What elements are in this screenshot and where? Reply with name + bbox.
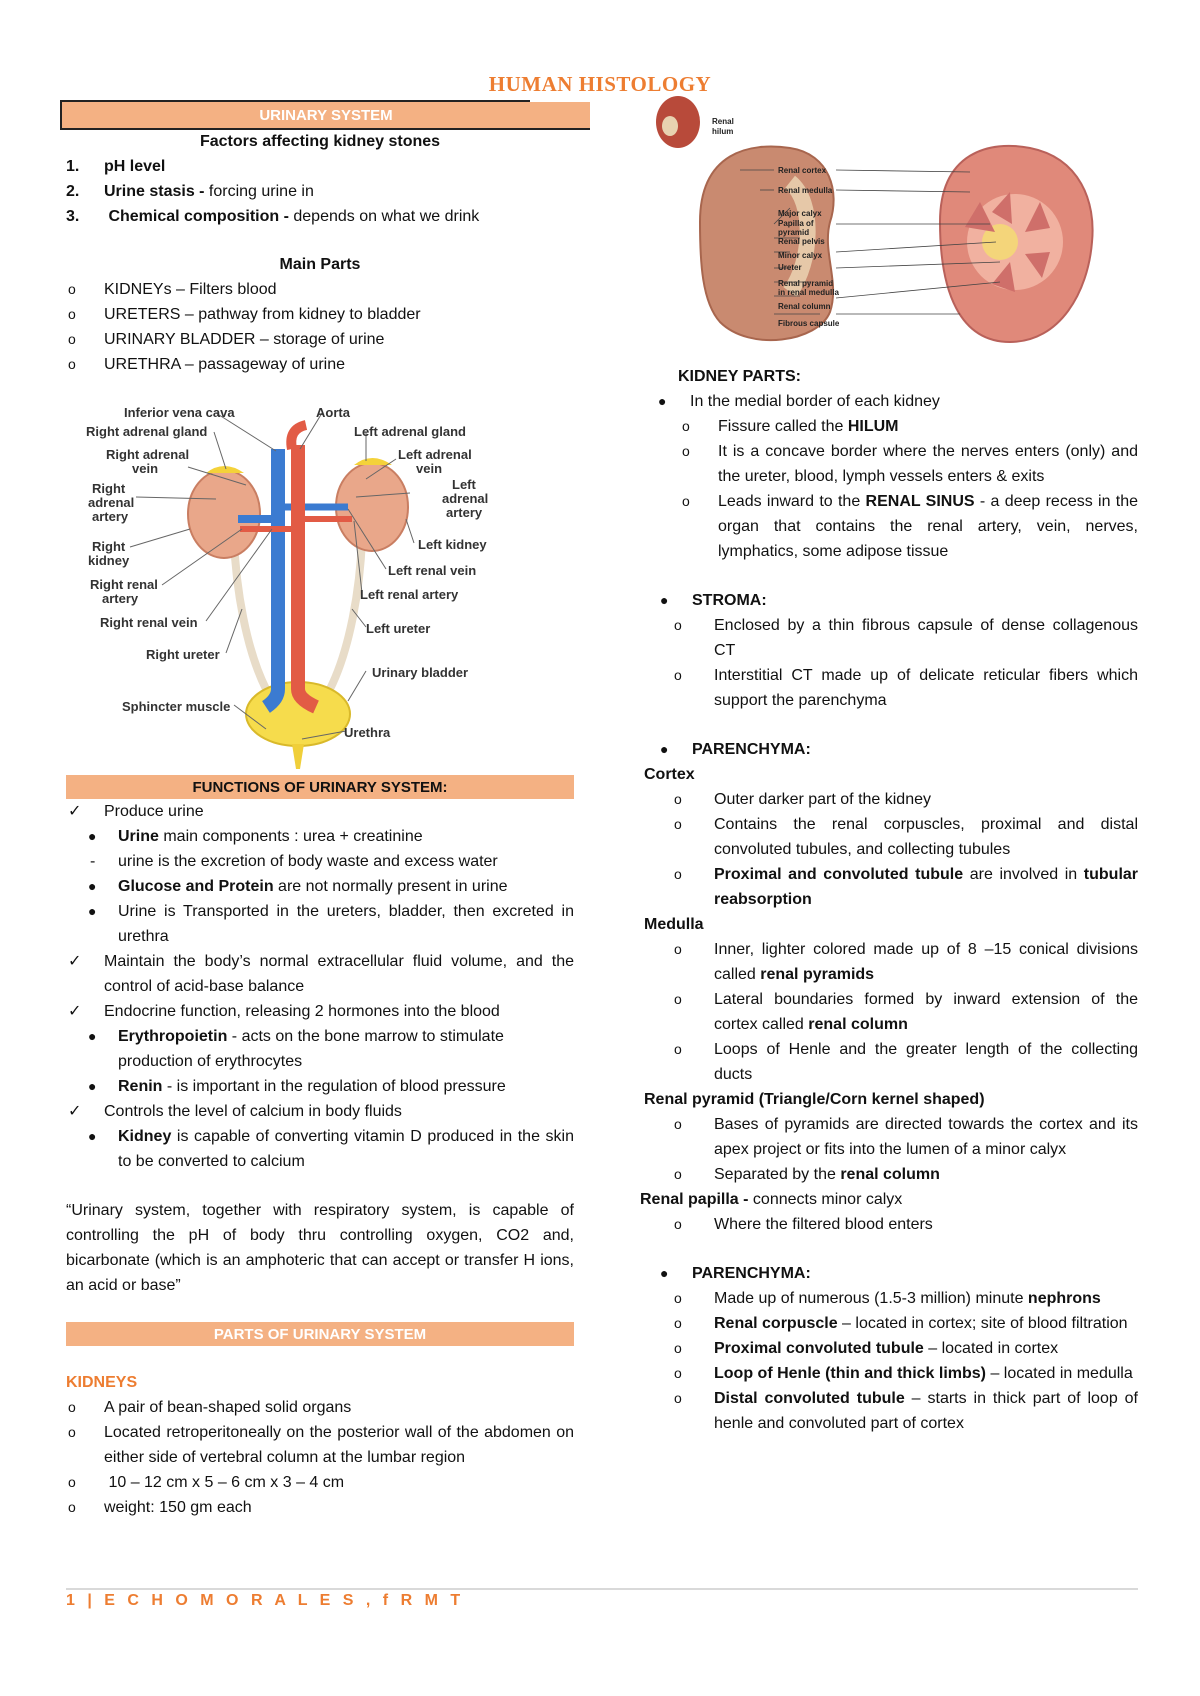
label-right-adrenal-vein: Right adrenal bbox=[106, 447, 190, 462]
label-sphincter-muscle: Sphincter muscle bbox=[122, 699, 231, 714]
function-subitem: ● Kidney is capable of converting vitamin D produced in the skin to be converted to calcium bbox=[88, 1128, 574, 1170]
nephron-item: o Distal convoluted tubule – starts in thick part of loop of henle and convoluted part of cortex bbox=[674, 1390, 1138, 1432]
cortex-item: o Proximal and convoluted tubule are involved in tubular reabsorption bbox=[674, 866, 1139, 908]
renal-papilla-heading: Renal papilla - connects minor calyx bbox=[640, 1191, 903, 1208]
label-right-ureter: Right ureter bbox=[146, 647, 220, 662]
label-inferior-vena-cava: Inferior vena cava bbox=[124, 405, 235, 420]
label-right-adrenal-vein: vein bbox=[132, 461, 159, 476]
label-left-renal-artery: Left renal artery bbox=[360, 587, 459, 602]
label-right-adrenal-artery: adrenal bbox=[88, 495, 135, 510]
label-papilla: pyramid bbox=[778, 228, 810, 237]
main-part-item: o URETERS – pathway from kidney to bladder bbox=[68, 306, 421, 323]
label-left-ureter: Left ureter bbox=[366, 621, 431, 636]
renal-papilla-item: o Where the filtered blood enters bbox=[674, 1216, 933, 1233]
cortex-heading: Cortex bbox=[644, 766, 695, 783]
quote-paragraph: “Urinary system, together with respiratory system, is capable of controlling the pH of body thru controlling oxygen, CO2 and, bicarbonate (which is an amphoteric that can accept or transfer H ions, an acid or base” bbox=[66, 1202, 574, 1294]
label-right-adrenal-gland: Right adrenal gland bbox=[86, 424, 208, 439]
parenchyma2-heading: ● PARENCHYMA: bbox=[660, 1265, 811, 1282]
factor-item-2: 2. Urine stasis - forcing urine in bbox=[66, 183, 314, 200]
cortex-item: o Outer darker part of the kidney bbox=[674, 791, 931, 808]
label-major-calyx: Major calyx bbox=[778, 209, 822, 218]
kidney-section-figure bbox=[640, 92, 1138, 358]
renal-pyramid-heading: Renal pyramid (Triangle/Corn kernel shaped) bbox=[644, 1091, 985, 1108]
label-left-renal-vein: Left renal vein bbox=[388, 563, 477, 578]
factor-item-3: 3. Chemical composition - depends on what we drink bbox=[66, 208, 480, 225]
kidney-parts-subitem: o It is a concave border where the nerves enters (only) and the ureter, blood, lymph vessels enters & exits bbox=[682, 443, 1138, 485]
function-subitem: ● Urine main components : urea + creatinine bbox=[88, 828, 423, 845]
stroma-heading: ● STROMA: bbox=[660, 592, 767, 609]
medulla-item: o Inner, lighter colored made up of 8 –15 conical divisions called renal pyramids bbox=[674, 941, 1138, 983]
label-right-adrenal-artery: artery bbox=[92, 509, 129, 524]
label-renal-pyramid: Renal pyramid bbox=[778, 279, 834, 288]
label-renal-column: Renal column bbox=[778, 302, 831, 311]
medulla-item: o Loops of Henle and the greater length of the collecting ducts bbox=[674, 1041, 1138, 1083]
label-right-renal-vein: Right renal vein bbox=[100, 615, 198, 630]
function-item: ✓ Controls the level of calcium in body fluids bbox=[68, 1103, 402, 1120]
urinary-system-banner: URINARY SYSTEM bbox=[60, 100, 590, 130]
label-renal-cortex: Renal cortex bbox=[778, 166, 827, 175]
nephron-item: o Made up of numerous (1.5-3 million) minute nephrons bbox=[674, 1290, 1101, 1307]
main-part-item: o URINARY BLADDER – storage of urine bbox=[68, 331, 385, 348]
label-renal-pyramid: in renal medulla bbox=[778, 288, 839, 297]
right-column bbox=[640, 92, 1138, 1436]
label-urinary-bladder: Urinary bladder bbox=[372, 665, 469, 680]
main-part-item: o URETHRA – passageway of urine bbox=[68, 356, 345, 373]
label-fibrous-capsule: Fibrous capsule bbox=[778, 319, 840, 328]
kidney-item: o 10 – 12 cm x 5 – 6 cm x 3 – 4 cm bbox=[68, 1474, 345, 1491]
label-left-adrenal-gland: Left adrenal gland bbox=[354, 424, 466, 439]
kidney-item: o Located retroperitoneally on the posterior wall of the abdomen on either side of vertebral column at the lumbar region bbox=[68, 1424, 574, 1466]
label-renal-hilum: Renal bbox=[712, 117, 734, 126]
cortex-item: o Contains the renal corpuscles, proximal and distal convoluted tubules, and collecting tubules bbox=[674, 816, 1138, 858]
kidneys-heading: KIDNEYS bbox=[66, 1374, 138, 1391]
label-minor-calyx: Minor calyx bbox=[778, 251, 823, 260]
nephron-item: o Loop of Henle (thin and thick limbs) – located in medulla bbox=[674, 1365, 1133, 1382]
urinary-system-diagram bbox=[66, 389, 574, 769]
label-right-kidney: Right bbox=[92, 539, 126, 554]
label-left-adrenal-artery: adrenal bbox=[442, 491, 489, 506]
parenchyma-heading: ● PARENCHYMA: bbox=[660, 741, 811, 758]
nephron-item: o Proximal convoluted tubule – located in cortex bbox=[674, 1340, 1059, 1357]
kidney-item: o A pair of bean-shaped solid organs bbox=[68, 1399, 352, 1416]
function-item: ✓ Maintain the body’s normal extracellular fluid volume, and the control of acid-base balance bbox=[68, 953, 574, 995]
label-ureter: Ureter bbox=[778, 263, 802, 272]
renal-pyramid-item: o Separated by the renal column bbox=[674, 1166, 940, 1183]
renal-pyramid-item: o Bases of pyramids are directed towards the cortex and its apex project or fits into the lumen of a minor calyx bbox=[674, 1116, 1138, 1158]
label-renal-medulla: Renal medulla bbox=[778, 186, 833, 195]
functions-heading: FUNCTIONS OF URINARY SYSTEM: bbox=[66, 775, 574, 799]
medulla-item: o Lateral boundaries formed by inward extension of the cortex called renal column bbox=[674, 991, 1138, 1033]
function-subitem: ● Glucose and Protein are not normally present in urine bbox=[88, 878, 508, 895]
label-left-adrenal-artery: artery bbox=[446, 505, 483, 520]
stroma-item: o Enclosed by a thin fibrous capsule of dense collagenous CT bbox=[674, 617, 1138, 659]
factors-title: Factors affecting kidney stones bbox=[199, 133, 441, 150]
kidney-parts-subitem: o Fissure called the HILUM bbox=[682, 418, 899, 435]
main-part-item: o KIDNEYs – Filters blood bbox=[68, 281, 277, 298]
kidney-parts-item: ● In the medial border of each kidney bbox=[658, 393, 940, 410]
label-right-renal-artery: artery bbox=[102, 591, 139, 606]
page-footer: 1 | E C H O M O R A L E S , f R M T bbox=[66, 1592, 465, 1609]
function-item: ✓ Produce urine bbox=[68, 803, 204, 820]
label-aorta: Aorta bbox=[316, 405, 350, 420]
label-left-adrenal-vein: vein bbox=[416, 461, 443, 476]
label-left-kidney: Left kidney bbox=[418, 537, 487, 552]
page-title: HUMAN HISTOLOGY bbox=[488, 72, 712, 96]
main-parts-title: Main Parts bbox=[279, 256, 361, 273]
right-kidney-shape bbox=[188, 470, 260, 558]
function-subitem: ● Renin - is important in the regulation of blood pressure bbox=[88, 1078, 506, 1095]
label-renal-pelvis: Renal pelvis bbox=[778, 237, 825, 246]
function-subitem: - urine is the excretion of body waste and excess water bbox=[90, 853, 498, 870]
function-item: ✓ Endocrine function, releasing 2 hormones into the blood bbox=[68, 1003, 500, 1020]
kidney-parts-heading: KIDNEY PARTS: bbox=[678, 368, 801, 385]
label-left-adrenal-artery: Left bbox=[452, 477, 476, 492]
label-right-adrenal-artery: Right bbox=[92, 481, 126, 496]
medulla-heading: Medulla bbox=[644, 916, 704, 933]
label-right-kidney: kidney bbox=[88, 553, 130, 568]
factor-item-1: 1. pH level bbox=[66, 158, 166, 175]
label-right-renal-artery: Right renal bbox=[90, 577, 158, 592]
label-renal-hilum: hilum bbox=[712, 127, 734, 136]
function-subitem: ● Erythropoietin - acts on the bone marrow to stimulate production of erythrocytes bbox=[88, 1028, 504, 1070]
label-left-adrenal-vein: Left adrenal bbox=[398, 447, 472, 462]
stroma-item: o Interstitial CT made up of delicate reticular fibers which support the parenchyma bbox=[674, 667, 1138, 709]
left-column bbox=[66, 100, 574, 1520]
nephron-item: o Renal corpuscle – located in cortex; site of blood filtration bbox=[674, 1315, 1128, 1332]
kidney-parts-subitem: o Leads inward to the RENAL SINUS - a deep recess in the organ that contains the renal artery, vein, nerves, lymphatics, some adipose tissue bbox=[682, 493, 1139, 560]
label-urethra: Urethra bbox=[344, 725, 391, 740]
function-subitem: ● Urine is Transported in the ureters, bladder, then excreted in urethra bbox=[88, 903, 574, 945]
kidney-item: o weight: 150 gm each bbox=[68, 1499, 252, 1516]
footer-divider bbox=[66, 1588, 1138, 1590]
label-papilla: Papilla of bbox=[778, 219, 814, 228]
parts-heading: PARTS OF URINARY SYSTEM bbox=[66, 1322, 574, 1346]
